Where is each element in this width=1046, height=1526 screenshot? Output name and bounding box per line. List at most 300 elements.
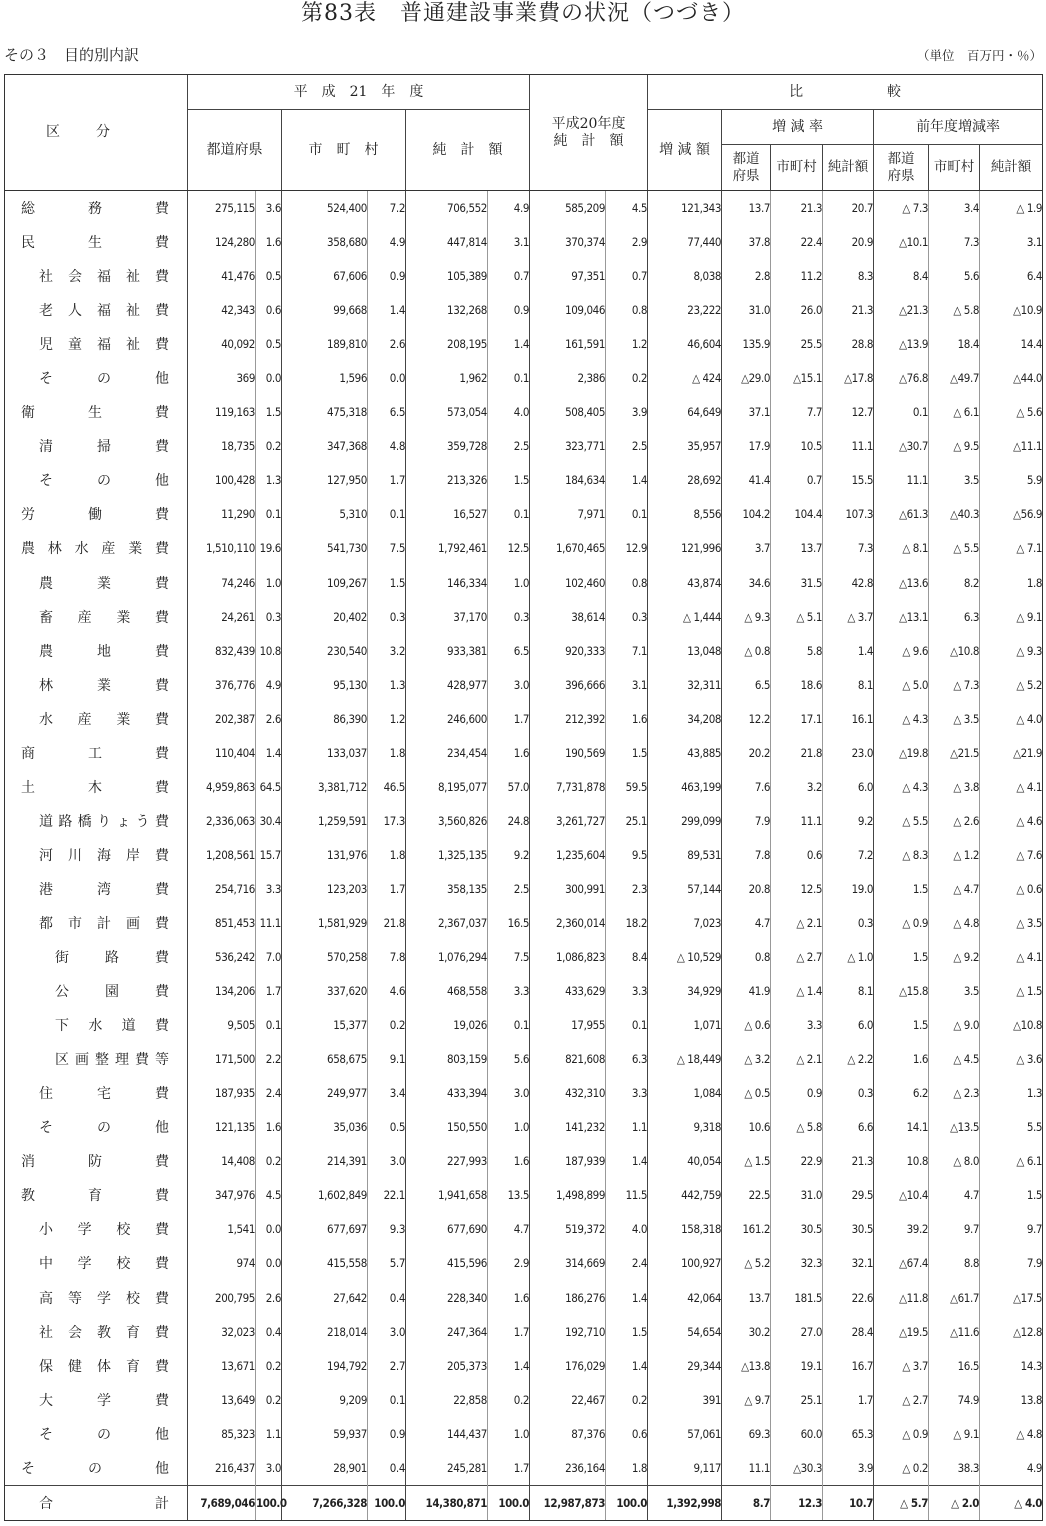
cell-value: 1,541: [188, 1212, 256, 1246]
cell-value: 7.0: [256, 940, 282, 974]
cell-value: 1.7: [823, 1383, 874, 1417]
row-label-text: 畜産業費: [39, 609, 169, 626]
row-label-text: 総務費: [21, 201, 169, 218]
cell-value: 11.1: [823, 429, 874, 463]
header-rate-net: 純計額: [823, 145, 874, 191]
cell-value: 133,037: [282, 736, 368, 770]
row-label: [5, 1281, 188, 1315]
row-label: [5, 497, 188, 531]
header-net-total: 純 計 額: [406, 110, 530, 191]
cell-value: 7,023: [648, 906, 722, 940]
table-row: [5, 1417, 1043, 1451]
cell-value: 396,666: [530, 668, 606, 702]
header-h20: [530, 75, 648, 191]
cell-value: 1.7: [368, 872, 406, 906]
header-change-rate: 増 減 率: [722, 110, 874, 145]
cell-value: 1.5: [874, 1008, 929, 1042]
cell-value: 43,885: [648, 736, 722, 770]
cell-value: 34,208: [648, 702, 722, 736]
cell-value: 184,634: [530, 463, 606, 497]
cell-value: 10.5: [771, 429, 823, 463]
table-row: [5, 838, 1043, 872]
row-label: [5, 702, 188, 736]
cell-value: 17,955: [530, 1008, 606, 1042]
cell-value: 415,596: [406, 1246, 488, 1280]
cell-value: 86,390: [282, 702, 368, 736]
cell-value: 1.7: [488, 1451, 530, 1486]
table-row: [5, 736, 1043, 770]
cell-value: 150,550: [406, 1110, 488, 1144]
table-body: [5, 191, 1043, 1521]
cell-value: 3.1: [980, 225, 1043, 259]
row-label-text: 農業費: [39, 575, 169, 592]
row-label-text: 教育費: [21, 1188, 169, 1205]
cell-value: 1.8: [980, 566, 1043, 600]
cell-value: 254,716: [188, 872, 256, 906]
cell-value: 15.7: [256, 838, 282, 872]
cell-value: 0.2: [256, 1349, 282, 1383]
construction-cost-table: [4, 74, 1043, 1521]
table-row: [5, 497, 1043, 531]
table-row: [5, 906, 1043, 940]
row-label: [5, 1417, 188, 1451]
cell-value: 1.6: [488, 1281, 530, 1315]
cell-value: 0.5: [368, 1110, 406, 1144]
cell-value: △30.7: [874, 429, 929, 463]
cell-value: 22,858: [406, 1383, 488, 1417]
cell-value: 7.3: [823, 531, 874, 565]
cell-value: △21.3: [874, 293, 929, 327]
cell-value: 0.3: [488, 600, 530, 634]
cell-value: 32,311: [648, 668, 722, 702]
cell-value: 205,373: [406, 1349, 488, 1383]
cell-value: △ 7.3: [874, 191, 929, 226]
cell-value: 247,364: [406, 1315, 488, 1349]
cell-value: 30.4: [256, 804, 282, 838]
cell-value: △13.5: [929, 1110, 980, 1144]
cell-value: 5.5: [980, 1110, 1043, 1144]
cell-value: 213,326: [406, 463, 488, 497]
cell-value: 37,170: [406, 600, 488, 634]
cell-value: 18,735: [188, 429, 256, 463]
cell-value: 3.0: [368, 1144, 406, 1178]
row-label: [5, 1042, 188, 1076]
cell-value: △61.3: [874, 497, 929, 531]
header-h20-sub: 純 計 額: [553, 132, 624, 149]
cell-value: 1.1: [256, 1417, 282, 1451]
cell-value: 2,367,037: [406, 906, 488, 940]
cell-value: 11.1: [874, 463, 929, 497]
cell-value: 376,776: [188, 668, 256, 702]
header-h20-year: 平成20年度: [551, 115, 626, 132]
cell-value: 4.0: [606, 1212, 648, 1246]
cell-value: 100.0: [606, 1485, 648, 1520]
cell-value: 3.0: [368, 1315, 406, 1349]
cell-value: △76.8: [874, 361, 929, 395]
cell-value: △ 9.3: [722, 600, 771, 634]
cell-value: 1.8: [606, 1451, 648, 1486]
cell-value: 16.5: [929, 1349, 980, 1383]
cell-value: 447,814: [406, 225, 488, 259]
cell-value: 57.0: [488, 770, 530, 804]
cell-value: △ 424: [648, 361, 722, 395]
cell-value: 1,235,604: [530, 838, 606, 872]
cell-value: 428,977: [406, 668, 488, 702]
cell-value: 2.7: [368, 1349, 406, 1383]
row-label-text: 道路橋りょう費: [39, 813, 169, 830]
cell-value: 1,941,658: [406, 1178, 488, 1212]
cell-value: 1.4: [488, 1349, 530, 1383]
cell-value: 0.3: [606, 600, 648, 634]
cell-value: △ 0.9: [874, 1417, 929, 1451]
row-label-text: 社会福祉費: [39, 269, 169, 286]
cell-value: 3.3: [488, 974, 530, 1008]
row-label: [5, 531, 188, 565]
cell-value: 208,195: [406, 327, 488, 361]
cell-value: 369: [188, 361, 256, 395]
row-label: [5, 1246, 188, 1280]
header-municipality: 市 町 村: [282, 110, 406, 191]
table-row: [5, 804, 1043, 838]
cell-value: 0.3: [823, 906, 874, 940]
row-label-text: 衛生費: [21, 405, 169, 422]
row-label-text: 民生費: [21, 235, 169, 252]
cell-value: 299,099: [648, 804, 722, 838]
cell-value: 19,026: [406, 1008, 488, 1042]
cell-value: △ 9.2: [929, 940, 980, 974]
cell-value: 13,048: [648, 634, 722, 668]
cell-value: 7.8: [368, 940, 406, 974]
cell-value: 69.3: [722, 1417, 771, 1451]
cell-value: 7,971: [530, 497, 606, 531]
cell-value: 4.9: [256, 668, 282, 702]
row-label-text: 都市計画費: [39, 916, 169, 932]
cell-value: 187,935: [188, 1076, 256, 1110]
cell-value: △ 2.1: [771, 1042, 823, 1076]
cell-value: 15,377: [282, 1008, 368, 1042]
cell-value: 10.6: [722, 1110, 771, 1144]
cell-value: 3.7: [722, 531, 771, 565]
cell-value: 67,606: [282, 259, 368, 293]
table-row: [5, 1281, 1043, 1315]
cell-value: △10.8: [929, 634, 980, 668]
cell-value: 64.5: [256, 770, 282, 804]
cell-value: 1.4: [606, 1281, 648, 1315]
cell-value: 2.8: [722, 259, 771, 293]
cell-value: 3.1: [606, 668, 648, 702]
cell-value: 37.1: [722, 395, 771, 429]
cell-value: 32.1: [823, 1246, 874, 1280]
table-row: [5, 1451, 1043, 1486]
row-label: [5, 429, 188, 463]
cell-value: 0.4: [256, 1315, 282, 1349]
cell-value: 1,076,294: [406, 940, 488, 974]
cell-value: 4.9: [368, 225, 406, 259]
cell-value: 77,440: [648, 225, 722, 259]
row-label: [5, 566, 188, 600]
cell-value: 463,199: [648, 770, 722, 804]
cell-value: △ 5.1: [771, 600, 823, 634]
cell-value: △11.8: [874, 1281, 929, 1315]
cell-value: 5.8: [771, 634, 823, 668]
table-row: [5, 1042, 1043, 1076]
cell-value: 0.3: [823, 1076, 874, 1110]
cell-value: 0.8: [606, 566, 648, 600]
cell-value: △17.5: [980, 1281, 1043, 1315]
cell-value: 13.7: [771, 531, 823, 565]
cell-value: 5.6: [929, 259, 980, 293]
cell-value: 161.2: [722, 1212, 771, 1246]
table-row: [5, 1212, 1043, 1246]
cell-value: 475,318: [282, 395, 368, 429]
table-title: 第83表 普通建設事業費の状況（つづき）: [301, 1, 745, 26]
cell-value: 0.1: [874, 395, 929, 429]
cell-value: 17.1: [771, 702, 823, 736]
cell-value: △17.8: [823, 361, 874, 395]
cell-value: 22.9: [771, 1144, 823, 1178]
row-label-text: 林業費: [39, 677, 169, 694]
cell-value: 14,408: [188, 1144, 256, 1178]
cell-value: 706,552: [406, 191, 488, 226]
table-row: [5, 361, 1043, 395]
cell-value: 104.2: [722, 497, 771, 531]
cell-value: 236,164: [530, 1451, 606, 1486]
cell-value: △ 2.1: [771, 906, 823, 940]
cell-value: 107.3: [823, 497, 874, 531]
cell-value: 6.0: [823, 770, 874, 804]
cell-value: △15.8: [874, 974, 929, 1008]
cell-value: 0.1: [606, 1008, 648, 1042]
cell-value: 803,159: [406, 1042, 488, 1076]
cell-value: 7.7: [771, 395, 823, 429]
cell-value: △ 0.2: [874, 1451, 929, 1486]
cell-value: 158,318: [648, 1212, 722, 1246]
cell-value: 99,668: [282, 293, 368, 327]
cell-value: 104.4: [771, 497, 823, 531]
cell-value: 41,476: [188, 259, 256, 293]
cell-value: 13.8: [980, 1383, 1043, 1417]
cell-value: 38.3: [929, 1451, 980, 1486]
cell-value: △ 2.7: [771, 940, 823, 974]
cell-value: 6.0: [823, 1008, 874, 1042]
cell-value: 64,649: [648, 395, 722, 429]
cell-value: △ 2.7: [874, 1383, 929, 1417]
row-label-text: 河川海岸費: [39, 847, 169, 864]
cell-value: 1.0: [256, 566, 282, 600]
cell-value: △10.8: [980, 1008, 1043, 1042]
cell-value: 0.0: [368, 361, 406, 395]
cell-value: 9.5: [606, 838, 648, 872]
cell-value: 4,959,863: [188, 770, 256, 804]
cell-value: 134,206: [188, 974, 256, 1008]
cell-value: 347,976: [188, 1178, 256, 1212]
cell-value: 1,792,461: [406, 531, 488, 565]
cell-value: △ 4.1: [980, 940, 1043, 974]
row-label: [5, 463, 188, 497]
cell-value: 7.5: [488, 940, 530, 974]
cell-value: △19.8: [874, 736, 929, 770]
row-label-text: 老人福祉費: [39, 303, 169, 320]
cell-value: 30.5: [771, 1212, 823, 1246]
cell-value: △ 5.0: [874, 668, 929, 702]
cell-value: 323,771: [530, 429, 606, 463]
cell-value: 0.0: [256, 361, 282, 395]
row-label-text: その他: [21, 1460, 169, 1477]
cell-value: 22,467: [530, 1383, 606, 1417]
cell-value: 1,510,110: [188, 531, 256, 565]
cell-value: 28.8: [823, 327, 874, 361]
cell-value: 1.6: [488, 1144, 530, 1178]
cell-value: 358,680: [282, 225, 368, 259]
row-label: [5, 1349, 188, 1383]
cell-value: 42.8: [823, 566, 874, 600]
cell-value: 1.2: [606, 327, 648, 361]
cell-value: 0.3: [256, 600, 282, 634]
cell-value: 1.5: [368, 566, 406, 600]
row-label-text: 商工費: [21, 745, 169, 762]
cell-value: 2.5: [488, 872, 530, 906]
cell-value: 920,333: [530, 634, 606, 668]
header-prev-net: 純計額: [980, 145, 1043, 191]
row-label: [5, 1178, 188, 1212]
row-label: [5, 906, 188, 940]
table-row: [5, 191, 1043, 226]
cell-value: 26.0: [771, 293, 823, 327]
cell-value: 212,392: [530, 702, 606, 736]
row-label-text: 児童福祉費: [39, 337, 169, 354]
table-row: [5, 702, 1043, 736]
row-label: [5, 1008, 188, 1042]
cell-value: 358,135: [406, 872, 488, 906]
cell-value: 2.9: [606, 225, 648, 259]
cell-value: 131,976: [282, 838, 368, 872]
cell-value: 119,163: [188, 395, 256, 429]
row-label: [5, 634, 188, 668]
row-label-text: 合計: [39, 1495, 169, 1512]
cell-value: 0.1: [256, 497, 282, 531]
cell-value: 2,360,014: [530, 906, 606, 940]
cell-value: 100,428: [188, 463, 256, 497]
cell-value: 0.1: [606, 497, 648, 531]
row-label: [5, 327, 188, 361]
cell-value: △ 2.3: [929, 1076, 980, 1110]
cell-value: 2.9: [488, 1246, 530, 1280]
cell-value: 432,310: [530, 1076, 606, 1110]
table-row: [5, 872, 1043, 906]
table-row: [5, 429, 1043, 463]
cell-value: 105,389: [406, 259, 488, 293]
cell-value: 1,259,591: [282, 804, 368, 838]
cell-value: △13.6: [874, 566, 929, 600]
cell-value: △ 0.9: [874, 906, 929, 940]
cell-value: 59.5: [606, 770, 648, 804]
cell-value: 28.4: [823, 1315, 874, 1349]
cell-value: △ 9.5: [929, 429, 980, 463]
cell-value: 249,977: [282, 1076, 368, 1110]
cell-value: 1.5: [488, 463, 530, 497]
cell-value: 0.2: [256, 1144, 282, 1178]
cell-value: △67.4: [874, 1246, 929, 1280]
row-label-text: その他: [39, 473, 169, 490]
cell-value: 22.1: [368, 1178, 406, 1212]
table-row: [5, 1315, 1043, 1349]
table-row: [5, 463, 1043, 497]
cell-value: △ 4.1: [980, 770, 1043, 804]
cell-value: 22.6: [823, 1281, 874, 1315]
cell-value: △40.3: [929, 497, 980, 531]
row-label: [5, 1144, 188, 1178]
cell-value: 7.3: [929, 225, 980, 259]
cell-value: 11.5: [606, 1178, 648, 1212]
row-label: [5, 736, 188, 770]
cell-value: 11.1: [256, 906, 282, 940]
cell-value: 2.6: [368, 327, 406, 361]
table-row: [5, 1178, 1043, 1212]
cell-value: △ 4.8: [980, 1417, 1043, 1451]
cell-value: △21.5: [929, 736, 980, 770]
cell-value: 7,731,878: [530, 770, 606, 804]
cell-value: △ 4.3: [874, 770, 929, 804]
cell-value: 17.3: [368, 804, 406, 838]
cell-value: 1.4: [606, 463, 648, 497]
cell-value: 14.3: [980, 1349, 1043, 1383]
cell-value: △ 9.3: [980, 634, 1043, 668]
cell-value: 20.7: [823, 191, 874, 226]
table-row: [5, 634, 1043, 668]
cell-value: 0.1: [368, 1383, 406, 1417]
table-row: [5, 1383, 1043, 1417]
cell-value: 359,728: [406, 429, 488, 463]
row-label: [5, 668, 188, 702]
cell-value: 0.6: [256, 293, 282, 327]
table-row: [5, 1008, 1043, 1042]
cell-value: 20.9: [823, 225, 874, 259]
cell-value: 0.7: [771, 463, 823, 497]
cell-value: 110,404: [188, 736, 256, 770]
cell-value: 29.5: [823, 1178, 874, 1212]
table-row: [5, 531, 1043, 565]
cell-value: 1.8: [368, 838, 406, 872]
cell-value: 8.3: [823, 259, 874, 293]
cell-value: 1,581,929: [282, 906, 368, 940]
cell-value: △ 3.6: [980, 1042, 1043, 1076]
cell-value: 3.1: [488, 225, 530, 259]
cell-value: 832,439: [188, 634, 256, 668]
cell-value: 146,334: [406, 566, 488, 600]
cell-value: 16.1: [823, 702, 874, 736]
cell-value: 24,261: [188, 600, 256, 634]
cell-value: 124,280: [188, 225, 256, 259]
cell-value: 30.5: [823, 1212, 874, 1246]
cell-value: 347,368: [282, 429, 368, 463]
cell-value: 12.3: [771, 1485, 823, 1520]
cell-value: 0.7: [488, 259, 530, 293]
cell-value: 10.7: [823, 1485, 874, 1520]
cell-value: △ 0.6: [980, 872, 1043, 906]
cell-value: 189,810: [282, 327, 368, 361]
cell-value: △ 5.2: [980, 668, 1043, 702]
cell-value: 3.0: [488, 668, 530, 702]
cell-value: △13.9: [874, 327, 929, 361]
cell-value: 19.1: [771, 1349, 823, 1383]
row-label-text: 社会教育費: [39, 1324, 169, 1341]
row-label-text: 住宅費: [39, 1086, 169, 1103]
cell-value: 16,527: [406, 497, 488, 531]
cell-value: 121,135: [188, 1110, 256, 1144]
cell-value: 123,203: [282, 872, 368, 906]
cell-value: △ 7.3: [929, 668, 980, 702]
cell-value: 181.5: [771, 1281, 823, 1315]
